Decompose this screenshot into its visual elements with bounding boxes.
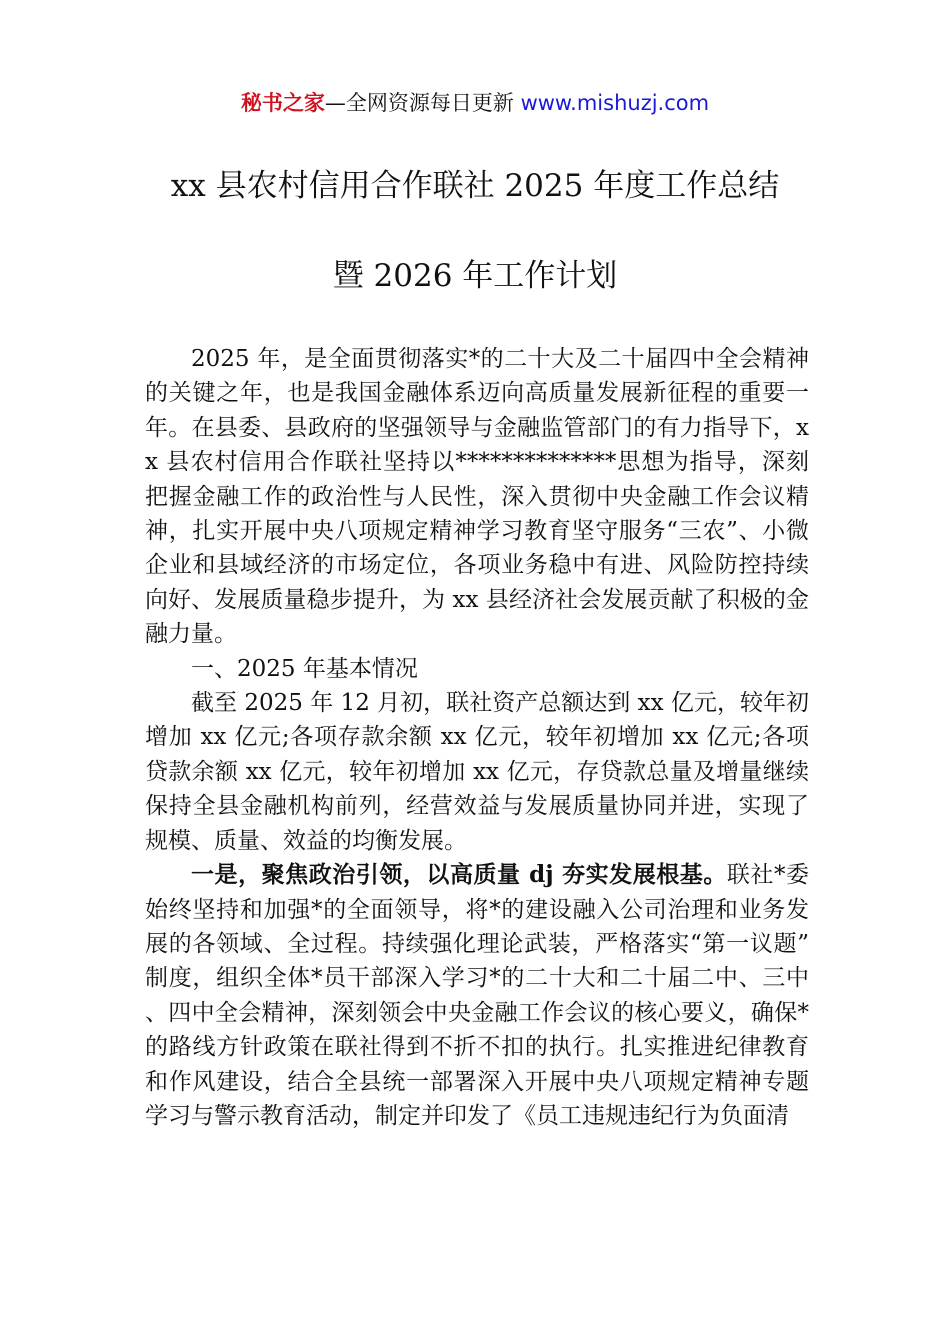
- paragraph-political-leadership: [145, 858, 809, 1133]
- document-body: [145, 342, 809, 1133]
- paragraph-text: 2025 年，是全面贯彻落实*的二十大及二十届四中全会精神的关键之年，也是我国金融体系迈向高质量发展新征程的重要一年。在县委、县政府的坚强领导与金融监管部门的有力指导下，xx 县农村信用合作联社坚持以**************思想为指导，深刻把握金融工作的政治性与人民性，深入贯彻中央金融工作会议精神，扎实开展中央八项规定精神学习教育坚守服务“三农”、小微企业和县域经济的市场定位，各项业务稳中有进、风险防控持续向好、发展质量稳步提升，为 xx 县经济社会发展贡献了积极的金融力量。: [145, 346, 809, 648]
- paragraph-financials: [145, 686, 809, 858]
- section-heading-basic-situation: [145, 652, 809, 686]
- title-line-2: 暨 2026 年工作计划: [332, 258, 618, 294]
- title-line-1: xx 县农村信用合作联社 2025 年度工作总结: [170, 168, 780, 204]
- brand-name: 秘书之家: [240, 91, 325, 115]
- document-title: [120, 162, 830, 300]
- site-header: [0, 88, 950, 118]
- paragraph-text: 截至 2025 年 12 月初，联社资产总额达到 xx 亿元，较年初增加 xx 亿元;各项存款余额 xx 亿元，较年初增加 xx 亿元;各项贷款余额 xx 亿元，较年初增加 xx 亿元，存贷款总量及增量继续保持全县金融机构前列，经营效益与发展质量协同并进，实现了规模、质量、效益的均衡发展。: [145, 690, 809, 854]
- section-heading-text: 一、2025 年基本情况: [191, 655, 418, 682]
- paragraph-intro: [145, 342, 809, 652]
- paragraph-text: 联社*委始终坚持和加强*的全面领导，将*的建设融入公司治理和业务发展的各领域、全过程。持续强化理论武装，严格落实“第一议题”制度，组织全体*员干部深入学习*的二十大和二十届二中、三中、四中全会精神，深刻领会中央金融工作会议的核心要义，确保*的路线方针政策在联社得到不折不扣的执行。扎实推进纪律教育和作风建设，结合全县统一部署深入开展中央八项规定精神专题学习与警示教育活动，制定并印发了《员工违规违纪行为负面清: [145, 862, 809, 1129]
- site-url-link[interactable]: www.mishuzj.com: [520, 91, 710, 115]
- paragraph-lead-heading: 一是，聚焦政治引领，以高质量 dj 夯实发展根基。: [191, 861, 727, 889]
- header-tagline: —全网资源每日更新: [324, 91, 521, 115]
